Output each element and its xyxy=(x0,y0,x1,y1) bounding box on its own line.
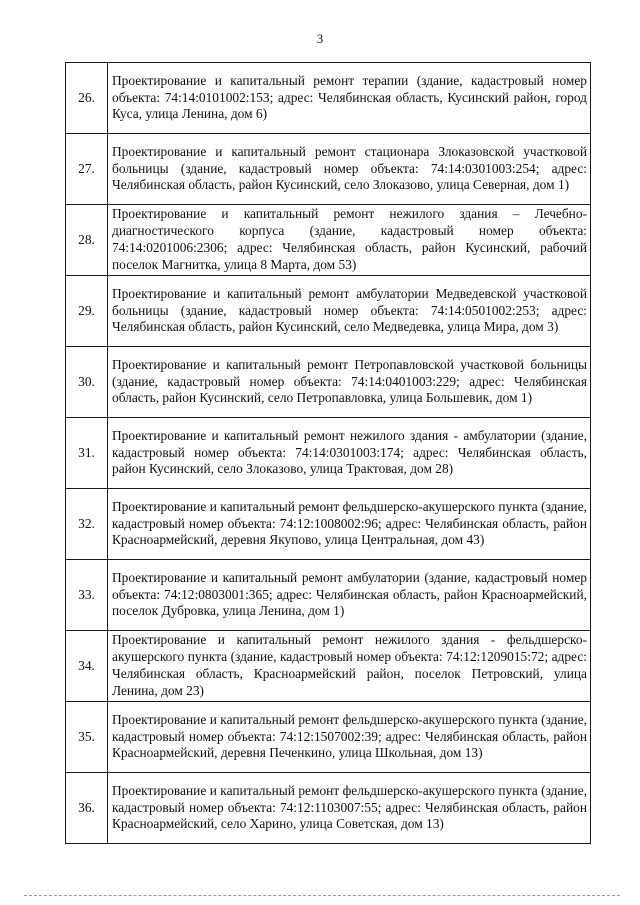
item-description: Проектирование и капитальный ремонт стационара Злоказовской участковой больницы (здание, кадастровый номер объекта: 74:14:0301003:254; адрес: Челябинская область, район Кусинский, село Злоказово, улица Северная, дом 1) xyxy=(108,134,591,205)
item-number: 28. xyxy=(66,205,108,276)
item-number: 31. xyxy=(66,418,108,489)
page-number: 3 xyxy=(316,31,324,46)
table-row xyxy=(66,205,591,276)
item-number: 35. xyxy=(66,702,108,773)
bottom-divider xyxy=(24,895,620,896)
item-description: Проектирование и капитальный ремонт фельдшерско-акушерского пункта (здание, кадастровый номер объекта: 74:12:1507002:39; адрес: Челябинская область, район Красноармейский, деревня Печенкино, улица Школьная, дом 13) xyxy=(108,702,591,773)
item-number: 33. xyxy=(66,560,108,631)
items-table xyxy=(65,62,591,844)
table-row xyxy=(66,702,591,773)
item-description: Проектирование и капитальный ремонт амбулатории Медведевской участковой больницы (здание, кадастровый номер объекта: 74:14:0501002:253; адрес: Челябинская область, район Кусинский, село Медведевка, улица Мира, дом 3) xyxy=(108,276,591,347)
item-description: Проектирование и капитальный ремонт фельдшерско-акушерского пункта (здание, кадастровый номер объекта: 74:12:1103007:55; адрес: Челябинская область, район Красноармейский, село Харино, улица Советская, дом 13) xyxy=(108,773,591,844)
item-description: Проектирование и капитальный ремонт нежилого здания - амбулатории (здание, кадастровый номер объекта: 74:14:0301003:174; адрес: Челябинская область, район Кусинский, село Злоказово, улица Трактовая, дом 28) xyxy=(108,418,591,489)
table-row xyxy=(66,63,591,134)
item-number: 27. xyxy=(66,134,108,205)
item-number: 26. xyxy=(66,63,108,134)
table-row xyxy=(66,134,591,205)
item-number: 36. xyxy=(66,773,108,844)
table-row xyxy=(66,276,591,347)
table-row xyxy=(66,560,591,631)
item-number: 30. xyxy=(66,347,108,418)
item-description: Проектирование и капитальный ремонт фельдшерско-акушерского пункта (здание, кадастровый номер объекта: 74:12:1008002:96; адрес: Челябинская область, район Красноармейский, деревня Якупово, улица Центральная, дом 43) xyxy=(108,489,591,560)
table-row xyxy=(66,418,591,489)
table-row xyxy=(66,631,591,702)
item-number: 32. xyxy=(66,489,108,560)
item-description: Проектирование и капитальный ремонт нежилого здания - фельдшерско-акушерского пункта (здание, кадастровый номер объекта: 74:12:1209015:72; адрес: Челябинская область, Красноармейский район, поселок Петровский, улица Ленина, дом 23) xyxy=(108,631,591,702)
table-row xyxy=(66,347,591,418)
item-number: 29. xyxy=(66,276,108,347)
table-row xyxy=(66,489,591,560)
item-description: Проектирование и капитальный ремонт терапии (здание, кадастровый номер объекта: 74:14:0101002:153; адрес: Челябинская область, Кусинский район, город Куса, улица Ленина, дом 6) xyxy=(108,63,591,134)
item-description: Проектирование и капитальный ремонт амбулатории (здание, кадастровый номер объекта: 74:12:0803001:365; адрес: Челябинская область, район Красноармейский, поселок Дубровка, улица Ленина, дом 1) xyxy=(108,560,591,631)
table-row xyxy=(66,773,591,844)
item-description: Проектирование и капитальный ремонт нежилого здания – Лечебно-диагностического корпуса (здание, кадастровый номер объекта: 74:14:0201006:2306; адрес: Челябинская область, район Кусинский, рабочий поселок Магнитка, улица 8 Марта, дом 53) xyxy=(108,205,591,276)
item-number: 34. xyxy=(66,631,108,702)
item-description: Проектирование и капитальный ремонт Петропавловской участковой больницы (здание, кадастровый номер объекта: 74:14:0401003:229; адрес: Челябинская область, район Кусинский, село Петропавловка, улица Большевик, дом 1) xyxy=(108,347,591,418)
